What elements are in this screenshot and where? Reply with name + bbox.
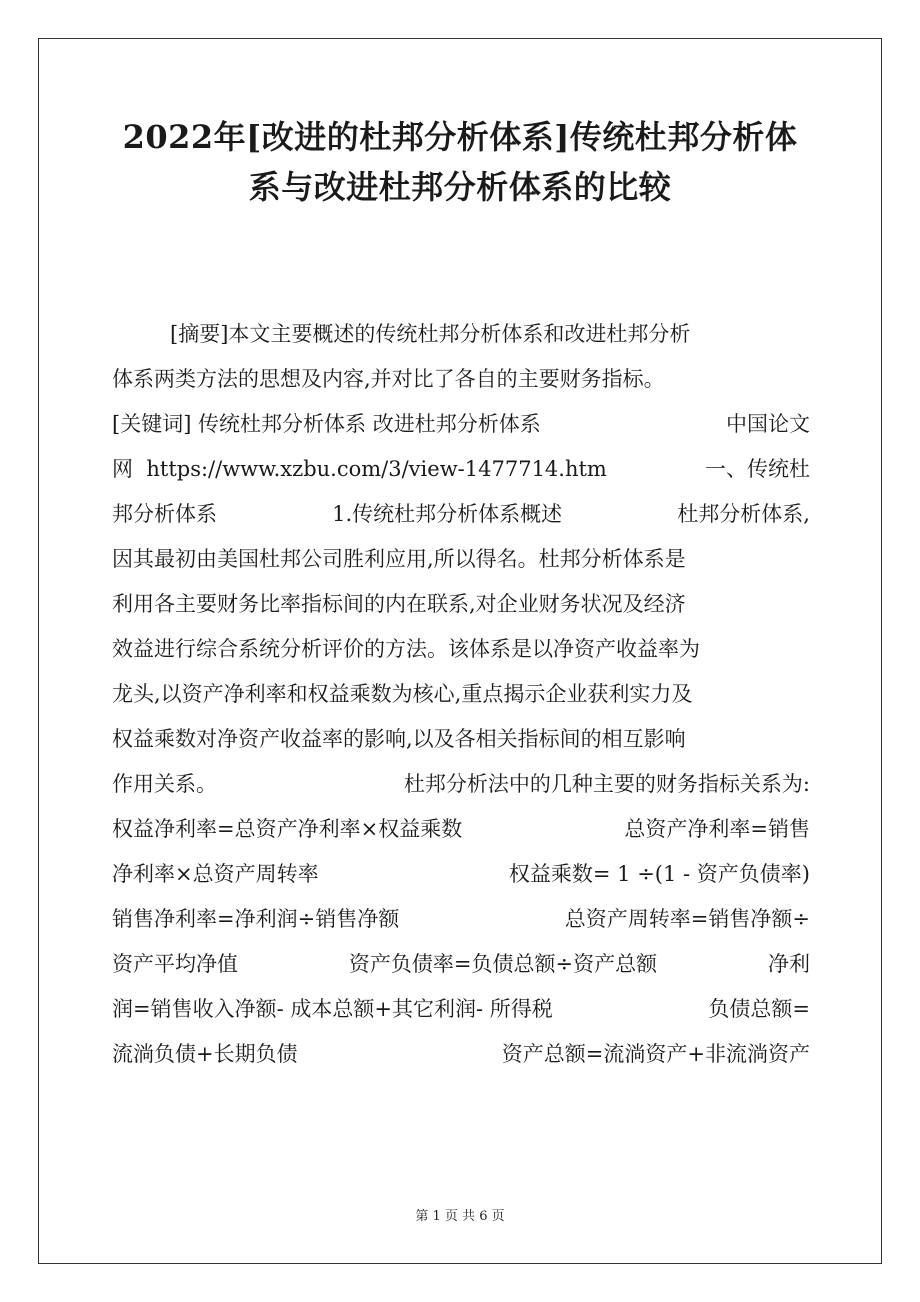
body-text-segment: 净利: [767, 952, 810, 976]
document-title: [80, 112, 840, 212]
body-line: [112, 942, 810, 987]
body-text-segment: 1.传统杜邦分析体系概述: [332, 502, 563, 526]
body-line: [112, 807, 810, 852]
body-text-segment: [关键词] 传统杜邦分析体系 改进杜邦分析体系: [112, 412, 541, 436]
body-text-segment: 权益乘数对净资产收益率的影响,以及各相关指标间的相互影响: [112, 727, 686, 751]
body-line: [112, 762, 810, 807]
body-line: [112, 447, 810, 492]
body-text-segment: 因其最初由美国杜邦公司胜利应用,所以得名。杜邦分析体系是: [112, 547, 686, 571]
body-line: [112, 537, 810, 582]
page-footer: 第 1 页 共 6 页: [415, 1209, 505, 1224]
title-line-1: 2022年[改进的杜邦分析体系]传统杜邦分析体: [122, 118, 798, 156]
body-text-segment: 效益进行综合系统分析评价的方法。该体系是以净资产收益率为: [112, 637, 700, 661]
body-text-segment: 一、传统杜: [705, 457, 810, 481]
body-text-segment: 龙头,以资产净利率和权益乘数为核心,重点揭示企业获利实力及: [112, 682, 693, 706]
title-line-2: 系与改进杜邦分析体系的比较: [248, 168, 672, 206]
body-line: [112, 1032, 810, 1077]
body-text-segment: 利用各主要财务比率指标间的内在联系,对企业财务状况及经济: [112, 592, 686, 616]
body-text-segment: 邦分析体系: [112, 502, 217, 526]
body-line: [112, 852, 810, 897]
body-text-segment: 资产负债率=负债总额÷资产总额: [348, 952, 658, 976]
body-text-segment: 杜邦分析体系,: [677, 502, 810, 526]
body-text-segment: 总资产周转率=销售净额÷: [564, 907, 810, 931]
body-text-segment: 杜邦分析法中的几种主要的财务指标关系为:: [403, 772, 810, 796]
body-text-segment: 销售净利率=净利润÷销售净额: [112, 907, 400, 931]
body-line: [112, 402, 810, 447]
body-text-segment: 润=销售收入净额- 成本总额+其它利润- 所得税: [112, 997, 553, 1021]
body-text-segment: 资产总额=流淌资产+非流淌资产: [501, 1042, 810, 1066]
body-text-segment: 资产平均净值: [112, 952, 238, 976]
body-text-segment: 作用关系。: [112, 772, 217, 796]
body-text-segment: 权益净利率=总资产净利率×权益乘数: [112, 817, 463, 841]
document-body: [112, 312, 810, 1077]
body-text-segment: [摘要]本文主要概述的传统杜邦分析体系和改进杜邦分析: [170, 322, 691, 346]
body-line: [112, 987, 810, 1032]
body-text-segment: 中国论文: [726, 412, 810, 436]
body-line: [112, 717, 810, 762]
body-text-segment: 流淌负债+长期负债: [112, 1042, 298, 1066]
body-line: [112, 582, 810, 627]
body-text-segment: 网 https://www.xzbu.com/3/view-1477714.htm: [112, 457, 607, 481]
body-line: [112, 312, 810, 357]
body-text-segment: 净利率×总资产周转率: [112, 862, 319, 886]
body-line: [112, 492, 810, 537]
body-line: [112, 357, 810, 402]
body-text-segment: 体系两类方法的思想及内容,并对比了各自的主要财务指标。: [112, 367, 665, 391]
body-line: [112, 627, 810, 672]
body-line: [112, 672, 810, 717]
body-text-segment: 负债总额=: [708, 997, 810, 1021]
body-text-segment: 权益乘数= 1 ÷(1 - 资产负债率): [508, 862, 810, 886]
body-text-segment: 总资产净利率=销售: [624, 817, 810, 841]
body-line: [112, 897, 810, 942]
